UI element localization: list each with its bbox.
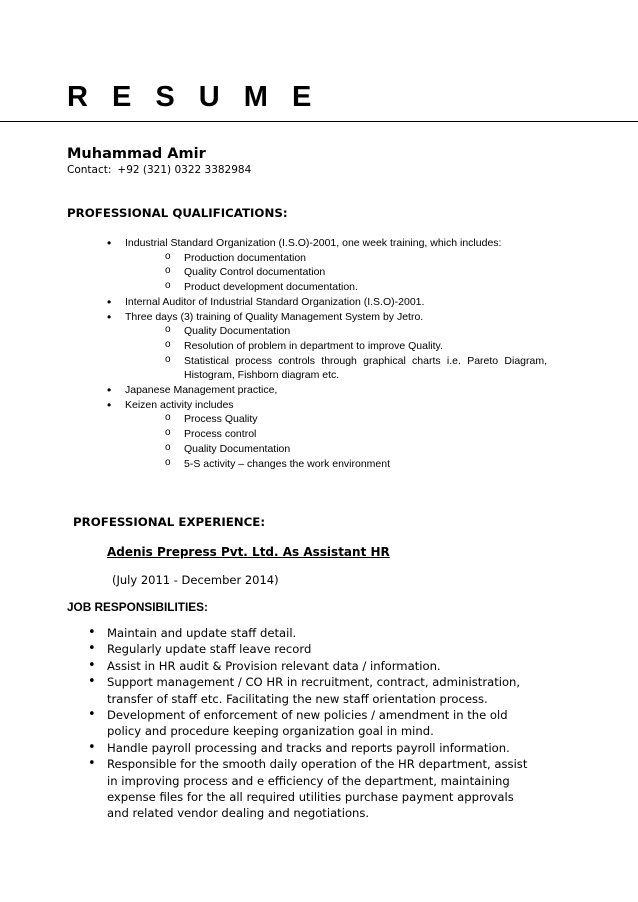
qualification-item	[107, 295, 547, 310]
responsibility-item: • Handle payroll processing and tracks and reports payroll information.	[88, 740, 538, 756]
qualification-subitem: o Quality Documentation	[165, 442, 547, 457]
contact-line	[67, 164, 257, 176]
responsibilities-list	[88, 625, 538, 822]
qualifications-heading: PROFESSIONAL QUALIFICATIONS:	[67, 206, 288, 220]
qualification-subitem: o Quality Control documentation	[165, 265, 547, 280]
candidate-name: Muhammad Amir	[67, 146, 206, 162]
qualification-subitem: o 5-S activity – changes the work environment	[165, 457, 547, 472]
qualification-text: Internal Auditor of Industrial Standard Organization (I.S.O)-2001.	[125, 295, 425, 308]
responsibilities-heading: JOB RESPONSIBILITIES:	[67, 600, 208, 614]
qualification-text: Industrial Standard Organization (I.S.O)-2001, one week training, which includes:	[125, 237, 502, 249]
qualification-subitem: o Process control	[165, 427, 547, 442]
qualification-item	[107, 383, 547, 398]
qualification-sublist	[125, 324, 547, 383]
experience-heading: PROFESSIONAL EXPERIENCE:	[73, 515, 266, 529]
responsibility-item: • Assist in HR audit & Provision relevant data / information.	[88, 658, 538, 674]
qualification-sublist	[125, 412, 547, 471]
responsibility-item: • Support management / CO HR in recruitment, contract, administration, transfer of staff etc. Facilitating the new staff orientation process.	[88, 674, 538, 707]
qualification-item	[107, 398, 547, 472]
qualification-text: Japanese Management practice,	[125, 384, 278, 397]
responsibility-item: • Maintain and update staff detail.	[88, 625, 538, 641]
responsibility-item: • Development of enforcement of new policies / amendment in the old policy and procedure keeping organization goal in mind.	[88, 707, 538, 740]
qualification-subitem: o Product development documentation.	[165, 280, 547, 295]
resume-title: R E S U M E	[67, 81, 320, 113]
company-title: Adenis Prepress Pvt. Ltd. As Assistant HR	[107, 545, 390, 559]
qualification-text: Three days (3) training of Quality Management System by Jetro.	[125, 310, 424, 323]
qualification-item	[107, 236, 547, 295]
qualification-item	[107, 310, 547, 384]
qualification-subitem: o Quality Documentation	[165, 324, 547, 339]
employment-period: (July 2011 - December 2014)	[112, 573, 279, 587]
contact-label: Contact:	[67, 164, 112, 176]
qualification-subitem: o Resolution of problem in department to improve Quality.	[165, 339, 547, 354]
title-divider	[0, 121, 638, 122]
qualification-sublist	[125, 251, 547, 295]
responsibility-item: • Regularly update staff leave record	[88, 641, 538, 657]
qualification-text: Keizen activity includes	[125, 398, 234, 411]
responsibility-item: • Responsible for the smooth daily operation of the HR department, assist in improving process and e efficiency of the department, maintaining expense files for the all required utilities purchase payment approvals and related vendor dealing and negotiations.	[88, 756, 538, 822]
qualifications-list	[107, 236, 547, 471]
qualification-subitem: o Statistical process controls through graphical charts i.e. Pareto Diagram, Histogram, Fishborn diagram etc.	[165, 354, 547, 383]
contact-phone: +92 (321) 0322 3382984	[117, 164, 252, 176]
qualification-subitem: o Production documentation	[165, 251, 547, 266]
qualification-subitem: o Process Quality	[165, 412, 547, 427]
